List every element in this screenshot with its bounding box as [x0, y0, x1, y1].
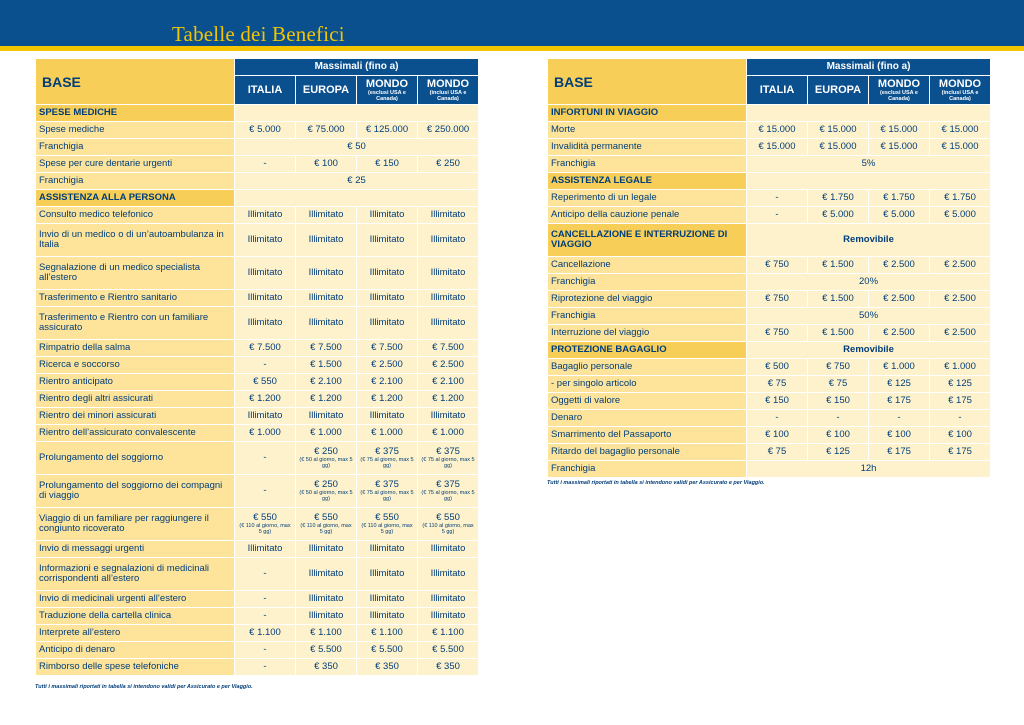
value-amount: € 550 [253, 512, 277, 523]
header-stripe [0, 46, 1024, 51]
value-cell: € 100 [296, 156, 357, 173]
table-row [548, 308, 991, 325]
row-label: Trasferimento e Rientro sanitario [36, 290, 235, 307]
value-cell: € 2.500 [930, 257, 991, 274]
row-label: Spese mediche [36, 122, 235, 139]
value-cell: Illimitato [357, 307, 418, 340]
value-cell: € 250.000 [418, 122, 479, 139]
value-cell: € 125 [869, 376, 930, 393]
value-cell: - [235, 642, 296, 659]
table-row [36, 425, 479, 442]
row-label: Rimpatrio della salma [36, 340, 235, 357]
value-cell: € 350 [296, 659, 357, 676]
value-cell: Illimitato [418, 207, 479, 224]
value-amount: € 375 [375, 479, 399, 490]
value-cell: Illimitato [357, 257, 418, 290]
section-row [548, 173, 991, 190]
value-cell: € 750 [747, 291, 808, 308]
table-row [548, 257, 991, 274]
row-label: Ricerca e soccorso [36, 357, 235, 374]
value-cell: € 15.000 [869, 122, 930, 139]
column-europa: EUROPA [808, 76, 869, 105]
value-cell: € 175 [930, 393, 991, 410]
row-label: Invio di medicinali urgenti all’estero [36, 591, 235, 608]
spanning-value: 50% [747, 308, 991, 325]
table-header-massimali: Massimali (fino a) [747, 59, 991, 76]
value-cell [418, 475, 479, 508]
value-cell: € 1.000 [930, 359, 991, 376]
row-label: Franchigia [548, 156, 747, 173]
footnote-right: Tutti i massimali riportati in tabella si intendono validi per Assicurato e per Viaggio. [547, 480, 765, 486]
value-amount: € 375 [375, 446, 399, 457]
value-cell: € 7.500 [296, 340, 357, 357]
value-cell: € 1.500 [808, 325, 869, 342]
table-header-base: BASE [36, 59, 235, 105]
row-label: - per singolo articolo [548, 376, 747, 393]
value-cell: € 7.500 [357, 340, 418, 357]
row-label: Rimborso delle spese telefoniche [36, 659, 235, 676]
table-row [36, 340, 479, 357]
value-cell: € 2.500 [418, 357, 479, 374]
table-row [36, 156, 479, 173]
value-cell: Illimitato [235, 408, 296, 425]
value-note: (€ 110 al giorno, max 5 gg) [239, 523, 291, 535]
spanning-value: Removibile [747, 224, 991, 257]
column-mondo-incl: MONDO (inclusi USA e Canada) [930, 76, 991, 105]
row-label: Franchigia [36, 173, 235, 190]
column-italia: ITALIA [747, 76, 808, 105]
footnote-left: Tutti i massimali riportati in tabella si intendono validi per Assicurato e per Viaggio. [35, 684, 253, 690]
value-cell: € 2.500 [357, 357, 418, 374]
value-cell: € 175 [869, 393, 930, 410]
value-cell: Illimitato [235, 290, 296, 307]
value-cell: Illimitato [296, 591, 357, 608]
value-cell: - [747, 207, 808, 224]
table-row [548, 122, 991, 139]
value-cell: - [747, 410, 808, 427]
table-row [36, 224, 479, 257]
row-label: Traduzione della cartella clinica [36, 608, 235, 625]
value-cell: € 2.100 [418, 374, 479, 391]
value-amount: € 375 [436, 446, 460, 457]
row-label: Rientro dell’assicurato convalescente [36, 425, 235, 442]
value-cell: € 2.500 [869, 325, 930, 342]
value-cell: € 750 [808, 359, 869, 376]
value-cell: € 7.500 [235, 340, 296, 357]
row-label: Franchigia [548, 274, 747, 291]
value-cell: € 1.200 [418, 391, 479, 408]
section-row [36, 105, 479, 122]
value-cell: - [235, 591, 296, 608]
empty-cell [747, 173, 991, 190]
value-cell [357, 508, 418, 541]
value-cell: Illimitato [357, 558, 418, 591]
value-cell: Illimitato [357, 591, 418, 608]
empty-cell [235, 190, 479, 207]
value-cell: € 5.500 [418, 642, 479, 659]
section-title: PROTEZIONE BAGAGLIO [548, 342, 747, 359]
value-cell: Illimitato [418, 290, 479, 307]
value-cell: € 2.500 [930, 291, 991, 308]
section-title: SPESE MEDICHE [36, 105, 235, 122]
table-row [548, 190, 991, 207]
value-cell: Illimitato [235, 207, 296, 224]
table-row [548, 291, 991, 308]
value-cell: € 500 [747, 359, 808, 376]
table-row [36, 290, 479, 307]
value-cell: € 125 [930, 376, 991, 393]
value-cell: Illimitato [235, 307, 296, 340]
row-label: Smarrimento del Passaporto [548, 427, 747, 444]
table-row [36, 591, 479, 608]
value-cell: Illimitato [296, 541, 357, 558]
value-note: (€ 75 al giorno, max 5 gg) [421, 490, 475, 502]
value-cell: € 2.100 [296, 374, 357, 391]
row-label: Consulto medico telefonico [36, 207, 235, 224]
table-row [36, 659, 479, 676]
value-cell: Illimitato [296, 608, 357, 625]
value-cell: - [235, 659, 296, 676]
value-cell: Illimitato [418, 591, 479, 608]
value-cell [418, 508, 479, 541]
value-cell: Illimitato [235, 224, 296, 257]
row-label: Informazioni e segnalazioni di medicinali corrispondenti all’estero [36, 558, 235, 591]
table-row [36, 408, 479, 425]
value-cell: Illimitato [357, 541, 418, 558]
value-cell: Illimitato [418, 224, 479, 257]
table-row [548, 325, 991, 342]
value-cell: € 125.000 [357, 122, 418, 139]
column-mondo-excl: MONDO (esclusi USA e Canada) [869, 76, 930, 105]
table-row [36, 139, 479, 156]
value-cell: € 2.500 [869, 257, 930, 274]
value-cell [296, 508, 357, 541]
row-label: Invio di messaggi urgenti [36, 541, 235, 558]
row-label: Prolungamento del soggiorno dei compagni di viaggio [36, 475, 235, 508]
table-row [548, 393, 991, 410]
value-cell: Illimitato [296, 307, 357, 340]
value-cell: Illimitato [296, 207, 357, 224]
benefits-table-right [547, 58, 991, 478]
value-cell [418, 442, 479, 475]
value-cell: € 100 [930, 427, 991, 444]
value-cell: € 175 [930, 444, 991, 461]
benefits-table-left [35, 58, 479, 676]
value-cell: Illimitato [296, 224, 357, 257]
table-row [548, 427, 991, 444]
table-row [548, 156, 991, 173]
value-cell: € 1.100 [296, 625, 357, 642]
table-row [36, 257, 479, 290]
table-row [548, 376, 991, 393]
value-cell: Illimitato [418, 257, 479, 290]
value-cell: Illimitato [235, 257, 296, 290]
value-cell: Illimitato [418, 608, 479, 625]
value-cell: € 1.000 [235, 425, 296, 442]
spanning-value: 12h [747, 461, 991, 478]
value-note: (€ 110 al giorno, max 5 gg) [422, 523, 474, 535]
table-header-base: BASE [548, 59, 747, 105]
table-row [548, 461, 991, 478]
row-label: Rientro anticipato [36, 374, 235, 391]
section-title: INFORTUNI IN VIAGGIO [548, 105, 747, 122]
value-cell: € 1.500 [808, 257, 869, 274]
value-cell: Illimitato [357, 224, 418, 257]
value-cell: - [235, 558, 296, 591]
value-amount: € 250 [314, 446, 338, 457]
value-cell: - [235, 357, 296, 374]
row-label: Oggetti di valore [548, 393, 747, 410]
empty-cell [235, 105, 479, 122]
value-amount: € 250 [314, 479, 338, 490]
value-cell: € 1.000 [418, 425, 479, 442]
value-note: (€ 75 al giorno, max 5 gg) [360, 490, 414, 502]
value-cell: € 150 [747, 393, 808, 410]
row-label: Trasferimento e Rientro con un familiare assicurato [36, 307, 235, 340]
table-row [36, 508, 479, 541]
value-cell: € 2.500 [869, 291, 930, 308]
row-label: Franchigia [36, 139, 235, 156]
table-row [36, 374, 479, 391]
row-label: Franchigia [548, 461, 747, 478]
value-cell: Illimitato [357, 608, 418, 625]
spanning-value: 5% [747, 156, 991, 173]
value-cell: Illimitato [296, 558, 357, 591]
value-cell: - [869, 410, 930, 427]
spanning-value: Removibile [747, 342, 991, 359]
section-title: CANCELLAZIONE E INTERRUZIONE DI VIAGGIO [548, 224, 747, 257]
header-band [0, 0, 1024, 46]
value-cell: € 1.100 [418, 625, 479, 642]
section-row [548, 342, 991, 359]
value-cell: € 350 [357, 659, 418, 676]
value-cell: Illimitato [357, 290, 418, 307]
column-italia: ITALIA [235, 76, 296, 105]
value-cell: - [747, 190, 808, 207]
table-row [36, 642, 479, 659]
value-note: (€ 110 al giorno, max 5 gg) [300, 523, 352, 535]
value-cell: Illimitato [296, 257, 357, 290]
value-cell: € 75 [808, 376, 869, 393]
value-note: (€ 75 al giorno, max 5 gg) [421, 457, 475, 469]
row-label: Invio di un medico o di un’autoambulanza in Italia [36, 224, 235, 257]
value-cell: € 1.500 [296, 357, 357, 374]
row-label: Interprete all’estero [36, 625, 235, 642]
row-label: Reperimento di un legale [548, 190, 747, 207]
table-row [36, 475, 479, 508]
section-row [548, 224, 991, 257]
table-row [36, 541, 479, 558]
row-label: Prolungamento del soggiorno [36, 442, 235, 475]
value-cell: - [235, 156, 296, 173]
table-row [36, 122, 479, 139]
table-row [36, 207, 479, 224]
row-label: Anticipo di denaro [36, 642, 235, 659]
value-cell: € 15.000 [930, 122, 991, 139]
value-note: (€ 75 al giorno, max 5 gg) [360, 457, 414, 469]
row-label: Spese per cure dentarie urgenti [36, 156, 235, 173]
value-note: (€ 50 al giorno, max 5 gg) [299, 457, 353, 469]
column-mondo-incl: MONDO (inclusi USA e Canada) [418, 76, 479, 105]
value-cell: € 125 [808, 444, 869, 461]
value-cell: € 2.100 [357, 374, 418, 391]
value-amount: € 375 [436, 479, 460, 490]
table-header-massimali: Massimali (fino a) [235, 59, 479, 76]
value-cell: € 175 [869, 444, 930, 461]
value-cell: € 1.200 [235, 391, 296, 408]
value-cell [357, 442, 418, 475]
value-cell: Illimitato [235, 541, 296, 558]
table-row [36, 391, 479, 408]
section-title: ASSISTENZA ALLA PERSONA [36, 190, 235, 207]
table-row [548, 444, 991, 461]
value-cell: Illimitato [357, 207, 418, 224]
page-title: Tabelle dei Benefici [172, 22, 345, 46]
row-label: Bagaglio personale [548, 359, 747, 376]
value-cell: € 250 [418, 156, 479, 173]
value-cell: € 350 [418, 659, 479, 676]
value-cell: Illimitato [418, 408, 479, 425]
value-cell: € 1.750 [808, 190, 869, 207]
value-cell [296, 475, 357, 508]
value-cell: € 5.000 [869, 207, 930, 224]
value-cell: € 75 [747, 376, 808, 393]
value-cell: € 100 [808, 427, 869, 444]
value-cell: € 15.000 [930, 139, 991, 156]
value-cell: € 5.500 [296, 642, 357, 659]
spanning-value: € 50 [235, 139, 479, 156]
value-note: (€ 110 al giorno, max 5 gg) [361, 523, 413, 535]
table-row [36, 307, 479, 340]
value-cell: € 1.750 [930, 190, 991, 207]
value-cell: € 75 [747, 444, 808, 461]
value-cell: € 2.500 [930, 325, 991, 342]
row-label: Rientro dei minori assicurati [36, 408, 235, 425]
row-label: Franchigia [548, 308, 747, 325]
value-cell: Illimitato [296, 408, 357, 425]
value-cell: € 100 [869, 427, 930, 444]
value-cell [235, 508, 296, 541]
value-cell: € 1.000 [357, 425, 418, 442]
value-cell: € 100 [747, 427, 808, 444]
value-amount: € 550 [375, 512, 399, 523]
table-row [548, 359, 991, 376]
value-cell: € 150 [357, 156, 418, 173]
value-cell: € 5.000 [235, 122, 296, 139]
row-label: Ritardo del bagaglio personale [548, 444, 747, 461]
table-row [36, 357, 479, 374]
table-row [548, 207, 991, 224]
value-cell: € 1.000 [296, 425, 357, 442]
value-cell: € 1.200 [296, 391, 357, 408]
section-row [36, 190, 479, 207]
value-cell: € 7.500 [418, 340, 479, 357]
column-mondo-excl: MONDO (esclusi USA e Canada) [357, 76, 418, 105]
section-row [548, 105, 991, 122]
value-cell: € 550 [235, 374, 296, 391]
value-cell: € 1.500 [808, 291, 869, 308]
table-row [36, 173, 479, 190]
value-cell [296, 442, 357, 475]
value-amount: € 550 [436, 512, 460, 523]
table-row [548, 410, 991, 427]
value-cell: Illimitato [418, 541, 479, 558]
value-cell: € 1.200 [357, 391, 418, 408]
value-cell: € 1.100 [357, 625, 418, 642]
value-cell: € 1.000 [869, 359, 930, 376]
value-amount: € 550 [314, 512, 338, 523]
row-label: Viaggio di un familiare per raggiungere il congiunto ricoverato [36, 508, 235, 541]
table-row [548, 139, 991, 156]
value-cell: € 15.000 [808, 122, 869, 139]
value-cell: € 5.500 [357, 642, 418, 659]
value-cell: - [930, 410, 991, 427]
value-cell: € 15.000 [808, 139, 869, 156]
value-cell: Illimitato [357, 408, 418, 425]
value-cell: € 5.000 [808, 207, 869, 224]
value-cell: € 750 [747, 257, 808, 274]
value-cell: € 150 [808, 393, 869, 410]
row-label: Anticipo della cauzione penale [548, 207, 747, 224]
value-cell: Illimitato [418, 307, 479, 340]
value-cell: € 5.000 [930, 207, 991, 224]
value-cell: € 15.000 [869, 139, 930, 156]
empty-cell [747, 105, 991, 122]
value-cell: € 1.100 [235, 625, 296, 642]
table-row [548, 274, 991, 291]
table-row [36, 442, 479, 475]
value-cell: - [235, 442, 296, 475]
value-note: (€ 50 al giorno, max 5 gg) [299, 490, 353, 502]
row-label: Segnalazione di un medico specialista all’estero [36, 257, 235, 290]
table-row [36, 608, 479, 625]
row-label: Cancellazione [548, 257, 747, 274]
value-cell: - [235, 475, 296, 508]
value-cell: Illimitato [418, 558, 479, 591]
row-label: Morte [548, 122, 747, 139]
value-cell [357, 475, 418, 508]
value-cell: € 750 [747, 325, 808, 342]
row-label: Denaro [548, 410, 747, 427]
row-label: Riprotezione del viaggio [548, 291, 747, 308]
value-cell: € 75.000 [296, 122, 357, 139]
spanning-value: 20% [747, 274, 991, 291]
spanning-value: € 25 [235, 173, 479, 190]
column-europa: EUROPA [296, 76, 357, 105]
value-cell: € 15.000 [747, 122, 808, 139]
table-row [36, 625, 479, 642]
value-cell: - [235, 608, 296, 625]
value-cell: - [808, 410, 869, 427]
table-row [36, 558, 479, 591]
row-label: Rientro degli altri assicurati [36, 391, 235, 408]
row-label: Interruzione del viaggio [548, 325, 747, 342]
value-cell: € 15.000 [747, 139, 808, 156]
value-cell: € 1.750 [869, 190, 930, 207]
value-cell: Illimitato [296, 290, 357, 307]
section-title: ASSISTENZA LEGALE [548, 173, 747, 190]
row-label: Invalidità permanente [548, 139, 747, 156]
